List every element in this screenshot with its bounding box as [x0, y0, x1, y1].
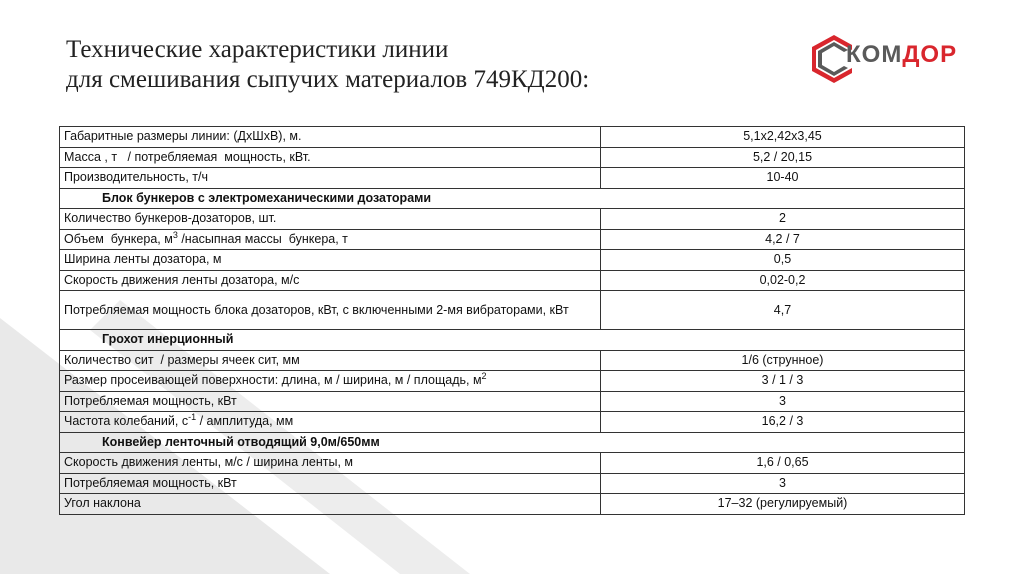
param-name: Масса , т / потребляемая мощность, кВт. — [60, 147, 601, 168]
param-name: Количество сит / размеры ячеек сит, мм — [60, 350, 601, 371]
table-row — [60, 371, 965, 392]
section-title: Блок бункеров с электромеханическими дозаторами — [60, 188, 965, 209]
table-row — [60, 391, 965, 412]
superscript: -1 — [188, 412, 197, 423]
logo-text-dor: ДОР — [902, 41, 958, 68]
table-row — [60, 127, 965, 148]
param-value: 4,7 — [601, 291, 965, 330]
param-value: 16,2 / 3 — [601, 412, 965, 433]
param-value: 1/6 (струнное) — [601, 350, 965, 371]
section-header-row — [60, 330, 965, 351]
param-name: Потребляемая мощность, кВт — [60, 391, 601, 412]
param-value: 10-40 — [601, 168, 965, 189]
param-name: Угол наклона — [60, 494, 601, 515]
param-name-part: Размер просеивающей поверхности: длина, м / ширина, м / площадь, м — [64, 373, 482, 388]
param-name — [60, 412, 601, 433]
param-name-part: /насыпная массы бункера, т — [177, 231, 348, 246]
param-name: Количество бункеров-дозаторов, шт. — [60, 209, 601, 230]
param-value: 1,6 / 0,65 — [601, 453, 965, 474]
param-value: 0,02-0,2 — [601, 270, 965, 291]
company-logo — [810, 32, 970, 86]
title-line-2: для смешивания сыпучих материалов 749КД200: — [66, 66, 590, 93]
table-row — [60, 270, 965, 291]
table-row — [60, 494, 965, 515]
param-name: Потребляемая мощность блока дозаторов, кВт, с включенными 2-мя вибраторами, кВт — [60, 291, 601, 330]
superscript: 3 — [172, 229, 178, 240]
param-name-part: / амплитуда, мм — [196, 414, 294, 429]
table-row — [60, 291, 965, 330]
param-value: 2 — [601, 209, 965, 230]
table-row — [60, 147, 965, 168]
param-name: Потребляемая мощность, кВт — [60, 473, 601, 494]
table-row — [60, 250, 965, 271]
table-row — [60, 229, 965, 250]
table-row — [60, 473, 965, 494]
table-row — [60, 453, 965, 474]
slide-title — [66, 35, 589, 95]
param-name: Ширина ленты дозатора, м — [60, 250, 601, 271]
param-name-part: Частота колебаний, с — [64, 414, 189, 429]
param-name: Скорость движения ленты дозатора, м/с — [60, 270, 601, 291]
param-value: 5,2 / 20,15 — [601, 147, 965, 168]
param-value: 5,1х2,42х3,45 — [601, 127, 965, 148]
section-title: Конвейер ленточный отводящий 9,0м/650мм — [60, 432, 965, 453]
table-row — [60, 209, 965, 230]
param-name: Производительность, т/ч — [60, 168, 601, 189]
logo-text-kom: КОМ — [846, 41, 903, 68]
table-row — [60, 412, 965, 433]
param-value: 3 / 1 / 3 — [601, 371, 965, 392]
param-name: Габаритные размеры линии: (ДхШхВ), м. — [60, 127, 601, 148]
param-value: 17–32 (регулируемый) — [601, 494, 965, 515]
param-name-part: Объем бункера, м — [64, 231, 173, 246]
param-name — [60, 371, 601, 392]
table-row — [60, 168, 965, 189]
table-row — [60, 350, 965, 371]
param-value: 3 — [601, 391, 965, 412]
param-name — [60, 229, 601, 250]
param-value: 0,5 — [601, 250, 965, 271]
section-header-row — [60, 432, 965, 453]
specifications-table — [59, 126, 965, 515]
param-value: 3 — [601, 473, 965, 494]
title-line-1: Технические характеристики линии — [66, 36, 449, 63]
section-header-row — [60, 188, 965, 209]
param-name: Скорость движения ленты, м/с / ширина ленты, м — [60, 453, 601, 474]
section-title: Грохот инерционный — [60, 330, 965, 351]
param-value: 4,2 / 7 — [601, 229, 965, 250]
superscript: 2 — [481, 371, 487, 382]
